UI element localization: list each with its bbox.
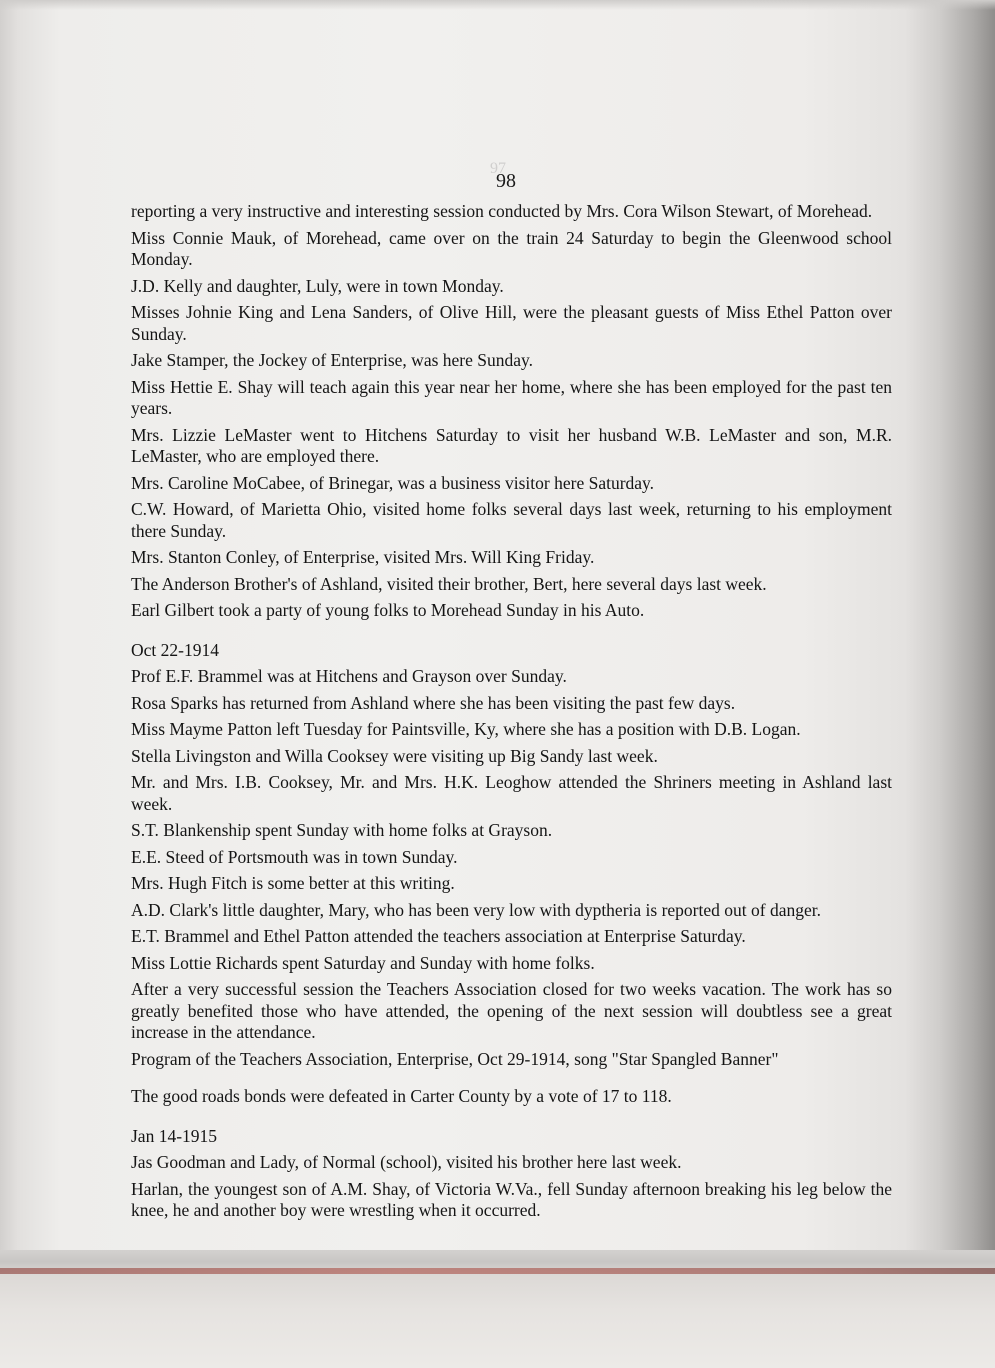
news-item: reporting a very instructive and interesting session conducted by Mrs. Cora Wilson Stewart, of Morehead. — [131, 201, 873, 221]
news-item: Mrs. Hugh Fitch is some better at this writing. — [131, 873, 455, 893]
news-section — [131, 1126, 892, 1222]
news-item: Jake Stamper, the Jockey of Enterprise, was here Sunday. — [131, 350, 533, 370]
news-item: Rosa Sparks has returned from Ashland where she has been visiting the past few days. — [131, 692, 736, 713]
book-edge — [0, 1268, 995, 1274]
news-item: Mrs. Stanton Conley, of Enterprise, visited Mrs. Will King Friday. — [131, 547, 595, 567]
news-item: C.W. Howard, of Marietta Ohio, visited home folks several days last week, returning to his employment there Sunday. — [131, 499, 892, 541]
news-item: Mr. and Mrs. I.B. Cooksey, Mr. and Mrs. H.K. Leoghow attended the Shriners meeting in Ashland last week. — [131, 772, 892, 814]
news-item: Miss Mayme Patton left Tuesday for Paintsville, Ky, where she has a position with D.B. Logan. — [131, 719, 801, 739]
news-item: Stella Livingston and Willa Cooksey were visiting up Big Sandy last week. — [131, 745, 658, 766]
news-item: E.T. Brammel and Ethel Patton attended the teachers association at Enterprise Saturday. — [131, 926, 746, 946]
news-item: Prof E.F. Brammel was at Hitchens and Grayson over Sunday. — [131, 666, 567, 686]
news-item: Mrs. Lizzie LeMaster went to Hitchens Saturday to visit her husband W.B. LeMaster and son, M.R. LeMaster, who are employed there. — [131, 424, 892, 466]
news-item: E.E. Steed of Portsmouth was in town Sunday. — [131, 846, 458, 867]
news-item: Miss Hettie E. Shay will teach again this year near her home, where she has been employed for the past ten years. — [131, 376, 892, 418]
news-section — [131, 201, 892, 622]
news-item: After a very successful session the Teachers Association closed for two weeks vacation. The work has so greatly benefited those who have attended, the opening of the next session will doubtless see a great increase in the attendance. — [131, 979, 892, 1042]
news-item: The good roads bonds were defeated in Carter County by a vote of 17 to 118. — [131, 1086, 672, 1106]
page-number: 98 — [496, 170, 516, 192]
news-section — [131, 640, 892, 1108]
news-item: S.T. Blankenship spent Sunday with home folks at Grayson. — [131, 820, 553, 840]
news-item: Mrs. Caroline MoCabee, of Brinegar, was a business visitor here Saturday. — [131, 472, 655, 493]
news-item: Misses Johnie King and Lena Sanders, of Olive Hill, were the pleasant guests of Miss Ethel Patton over Sunday. — [131, 302, 892, 344]
date-heading: Jan 14-1915 — [131, 1125, 218, 1146]
news-item: Jas Goodman and Lady, of Normal (school), visited his brother here last week. — [131, 1152, 682, 1172]
date-heading: Oct 22-1914 — [131, 639, 219, 660]
news-item: Miss Connie Mauk, of Morehead, came over on the train 24 Saturday to begin the Gleenwood school Monday. — [131, 227, 892, 269]
news-item: Harlan, the youngest son of A.M. Shay, of Victoria W.Va., fell Sunday afternoon breaking his leg below the knee, he and another boy were wrestling when it occurred. — [131, 1178, 892, 1220]
news-item: A.D. Clark's little daughter, Mary, who has been very low with dyptheria is reported out of danger. — [131, 899, 821, 920]
news-item: J.D. Kelly and daughter, Luly, were in town Monday. — [131, 275, 504, 296]
news-item: Miss Lottie Richards spent Saturday and Sunday with home folks. — [131, 952, 595, 973]
page-body — [131, 201, 892, 1227]
news-item: Earl Gilbert took a party of young folks to Morehead Sunday in his Auto. — [131, 600, 645, 620]
binding-shadow — [0, 0, 995, 10]
bleed-through-page-number: 97 — [490, 160, 506, 177]
news-item: The Anderson Brother's of Ashland, visited their brother, Bert, here several days last week. — [131, 573, 767, 594]
news-item: Program of the Teachers Association, Enterprise, Oct 29-1914, song "Star Spangled Banner" — [131, 1048, 779, 1069]
